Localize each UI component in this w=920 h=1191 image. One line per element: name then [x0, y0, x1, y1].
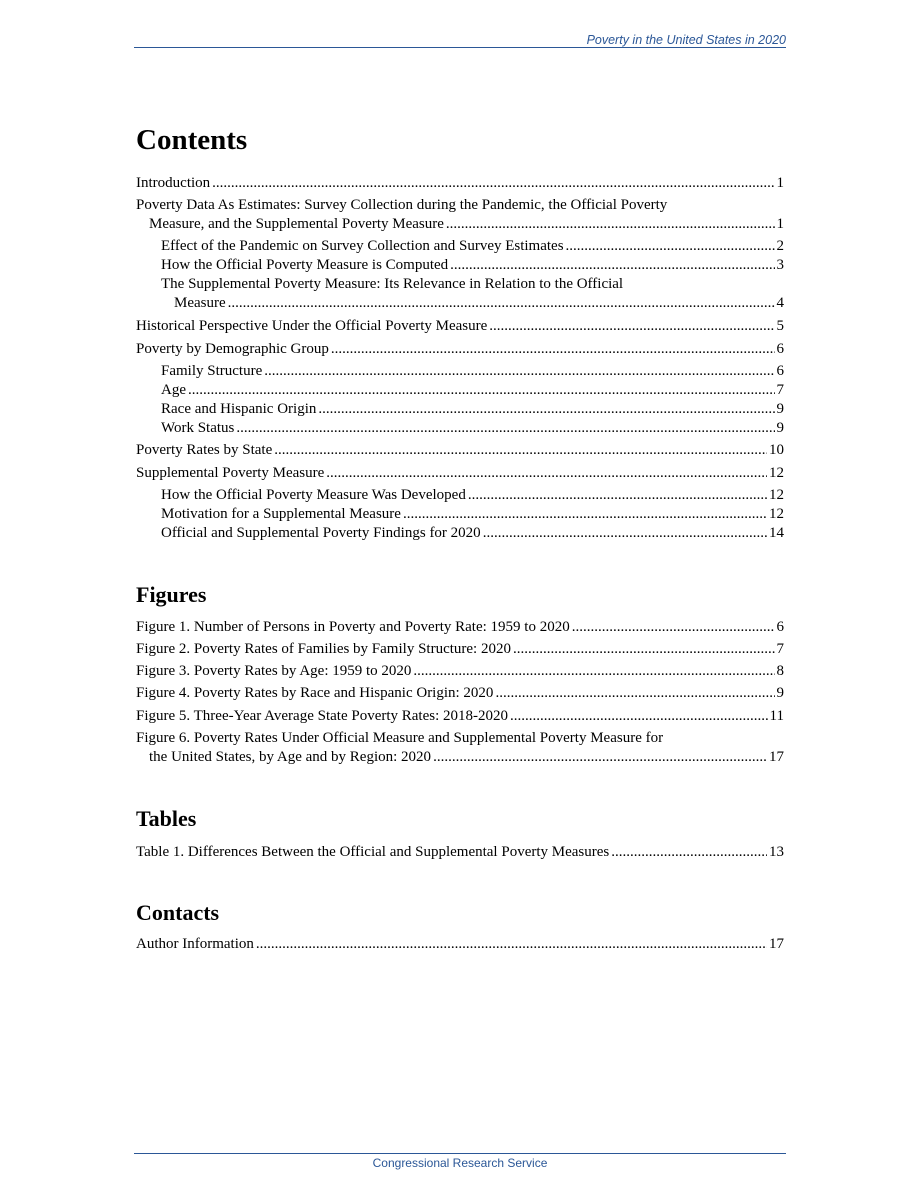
toc-page: 12 — [769, 506, 784, 522]
footer-rule — [134, 1153, 786, 1154]
figure-title: Figure 5. Three-Year Average State Poverty Rates: 2018-2020 — [136, 708, 509, 724]
toc-title: Motivation for a Supplemental Measure — [161, 506, 401, 522]
figure-entry-6[interactable] — [136, 729, 784, 767]
figure-title: Figure 3. Poverty Rates by Age: 1959 to 2020 — [136, 663, 412, 679]
toc-entry-demographic[interactable] — [136, 340, 784, 359]
figure-page: 6 — [776, 619, 784, 635]
toc-entry-motivation[interactable] — [161, 505, 784, 524]
contact-title: Author Information — [136, 936, 254, 952]
figure-title: Figure 2. Poverty Rates of Families by Family Structure: 2020 — [136, 641, 511, 657]
figure-title: Figure 4. Poverty Rates by Race and Hispanic Origin: 2020 — [136, 685, 494, 701]
toc-entry-work-status[interactable] — [161, 419, 784, 438]
figure-entry-4[interactable] — [136, 684, 784, 703]
toc-page: 4 — [776, 295, 784, 311]
toc-page: 6 — [776, 363, 784, 379]
figure-page: 8 — [776, 663, 784, 679]
toc-entry-introduction[interactable] — [136, 174, 784, 193]
toc-title: Age — [161, 382, 186, 398]
toc-entry-spm-relevance[interactable] — [161, 275, 784, 313]
toc-title: Poverty Rates by State — [136, 442, 273, 458]
toc-entry-age[interactable] — [161, 381, 784, 400]
contents-heading: Contents — [136, 124, 248, 156]
toc-entry-official-computed[interactable] — [161, 256, 784, 275]
header-rule — [134, 47, 786, 48]
figure-entry-3[interactable] — [136, 662, 784, 681]
toc-title: Effect of the Pandemic on Survey Collection and Survey Estimates — [161, 238, 564, 254]
figure-entry-1[interactable] — [136, 618, 784, 637]
figure-page: 7 — [776, 641, 784, 657]
toc-entry-historical[interactable] — [136, 317, 784, 336]
figures-heading: Figures — [136, 582, 207, 607]
contact-entry-author[interactable] — [136, 935, 784, 954]
figure-title: Figure 1. Number of Persons in Poverty and Poverty Rate: 1959 to 2020 — [136, 619, 570, 635]
toc-page: 12 — [769, 465, 784, 481]
figure-entry-2[interactable] — [136, 640, 784, 659]
toc-title-line2: Measure, and the Supplemental Poverty Measure — [149, 216, 444, 232]
toc-title: Introduction — [136, 175, 211, 191]
toc-entry-poverty-data[interactable] — [136, 196, 784, 234]
toc-title: Supplemental Poverty Measure — [136, 465, 325, 481]
toc-entry-official-developed[interactable] — [161, 486, 784, 505]
toc-page: 6 — [776, 341, 784, 357]
toc-page: 9 — [776, 401, 784, 417]
figure-title-line2: the United States, by Age and by Region: 2020 — [149, 749, 432, 765]
toc-page: 5 — [776, 318, 784, 334]
figure-page: 11 — [769, 708, 784, 724]
tables-heading: Tables — [136, 806, 197, 831]
toc-page: 2 — [776, 238, 784, 254]
running-footer: Congressional Research Service — [372, 1156, 548, 1170]
figure-entry-5[interactable] — [136, 707, 784, 726]
running-header: Poverty in the United States in 2020 — [586, 33, 786, 47]
toc-page: 14 — [769, 525, 784, 541]
table-entry-1[interactable] — [136, 843, 784, 862]
toc-title: Work Status — [161, 420, 235, 436]
toc-page: 7 — [776, 382, 784, 398]
toc-page: 12 — [769, 487, 784, 503]
toc-title-line1: Poverty Data As Estimates: Survey Collection during the Pandemic, the Official Poverty — [136, 197, 668, 213]
toc-entry-state-rates[interactable] — [136, 441, 784, 460]
figure-page: 9 — [776, 685, 784, 701]
toc-title: Official and Supplemental Poverty Findings for 2020 — [161, 525, 481, 541]
toc-entry-race[interactable] — [161, 400, 784, 419]
toc-entry-pandemic-effect[interactable] — [161, 237, 784, 256]
toc-title: Race and Hispanic Origin — [161, 401, 317, 417]
toc-entry-findings[interactable] — [161, 524, 784, 543]
contacts-heading: Contacts — [136, 900, 220, 925]
toc-title-line1: The Supplemental Poverty Measure: Its Relevance in Relation to the Official — [161, 276, 624, 292]
toc-entry-spm[interactable] — [136, 464, 784, 483]
table-page: 13 — [769, 844, 784, 860]
toc-page: 1 — [776, 175, 784, 191]
toc-page: 3 — [776, 257, 784, 273]
toc-page: 1 — [776, 216, 784, 232]
toc-page: 9 — [776, 420, 784, 436]
toc-title: How the Official Poverty Measure Was Developed — [161, 487, 466, 503]
contact-page: 17 — [769, 936, 784, 952]
toc-title-line2: Measure — [174, 295, 226, 311]
toc-entry-family-structure[interactable] — [161, 362, 784, 381]
toc-title: How the Official Poverty Measure is Computed — [161, 257, 449, 273]
figure-title-line1: Figure 6. Poverty Rates Under Official Measure and Supplemental Poverty Measure for — [136, 730, 664, 746]
toc-title: Family Structure — [161, 363, 263, 379]
figure-page: 17 — [769, 749, 784, 765]
toc-title: Historical Perspective Under the Official Poverty Measure — [136, 318, 488, 334]
toc-title: Poverty by Demographic Group — [136, 341, 329, 357]
toc-page: 10 — [769, 442, 784, 458]
table-title: Table 1. Differences Between the Official and Supplemental Poverty Measures — [136, 844, 610, 860]
